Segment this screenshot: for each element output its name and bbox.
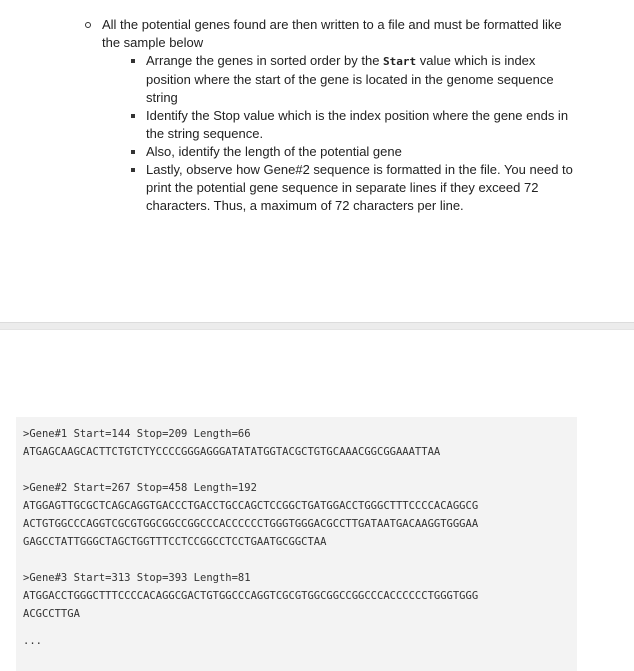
inline-code-start: Start [383, 55, 417, 68]
bullet-text-after: value which is index position where the start of the gene is located in the genome sequence string [146, 53, 554, 105]
intro-bullet [84, 16, 574, 215]
bullet-text: Identify the Stop value which is the index position where the gene ends in the string sequence. [146, 108, 569, 141]
square-bullet-icon [131, 168, 135, 172]
gene-header: >Gene#1 Start=144 Stop=209 Length=66 [23, 428, 251, 440]
blank-line [23, 551, 577, 569]
hollow-circle-bullet-icon [85, 22, 91, 28]
gene-sequence-line: ACGCCTTGA [23, 608, 80, 620]
intro-text: All the potential genes found are then written to a file and must be formatted like the sample below [102, 17, 562, 50]
gene-header: >Gene#3 Start=313 Stop=393 Length=81 [23, 572, 251, 584]
continuation-ellipsis: ... [23, 635, 42, 647]
instructions-section [0, 0, 634, 322]
square-bullet-icon [131, 59, 135, 63]
section-divider [0, 322, 634, 330]
bullet-identify-stop [128, 107, 574, 143]
bullet-text: Also, identify the length of the potential gene [146, 144, 402, 159]
gene-sequence-line: GAGCCTATTGGGCTAGCTGGTTTCCTCCGGCCTCCTGAATGCGGCTAA [23, 536, 327, 548]
bullet-text: Lastly, observe how Gene#2 sequence is formatted in the file. You need to print the potential gene sequence in separate lines if they exceed 72 characters. Thus, a maximum of 72 characters per line. [146, 162, 573, 213]
bullet-sort-by-start [128, 52, 574, 107]
outer-bullet-list [84, 16, 574, 215]
gene-sequence-line: ATGAGCAAGCACTTCTGTCTYCCCCGGGAGGGATATATGGTACGCTGTGCAAACGGCGGAAATTAA [23, 446, 441, 458]
bullet-identify-length [128, 143, 574, 161]
gene-sequence-line: ACTGTGGCCCAGGTCGCGTGGCGGCCGGCCCACCCCCCTGGGTGGGACGCCTTGATAATGACAAGGTGGGAA [23, 518, 479, 530]
blank-line [23, 461, 577, 479]
bullet-format-lines [128, 161, 574, 215]
sample-output-code-block [16, 417, 577, 671]
gene-header: >Gene#2 Start=267 Stop=458 Length=192 [23, 482, 257, 494]
gene-sequence-line: ATGGAGTTGCGCTCAGCAGGTGACCCTGACCTGCCAGCTCCGGCTGATGGACCTGGGCTTTCCCCACAGGCG [23, 500, 479, 512]
bullet-text-before: Arrange the genes in sorted order by the [146, 53, 384, 68]
square-bullet-icon [131, 150, 135, 154]
gene-sequence-line: ATGGACCTGGGCTTTCCCCACAGGCGACTGTGGCCCAGGTCGCGTGGCGGCCGGCCCACCCCCCTGGGTGGG [23, 590, 479, 602]
inner-bullet-list [128, 52, 574, 215]
square-bullet-icon [131, 114, 135, 118]
